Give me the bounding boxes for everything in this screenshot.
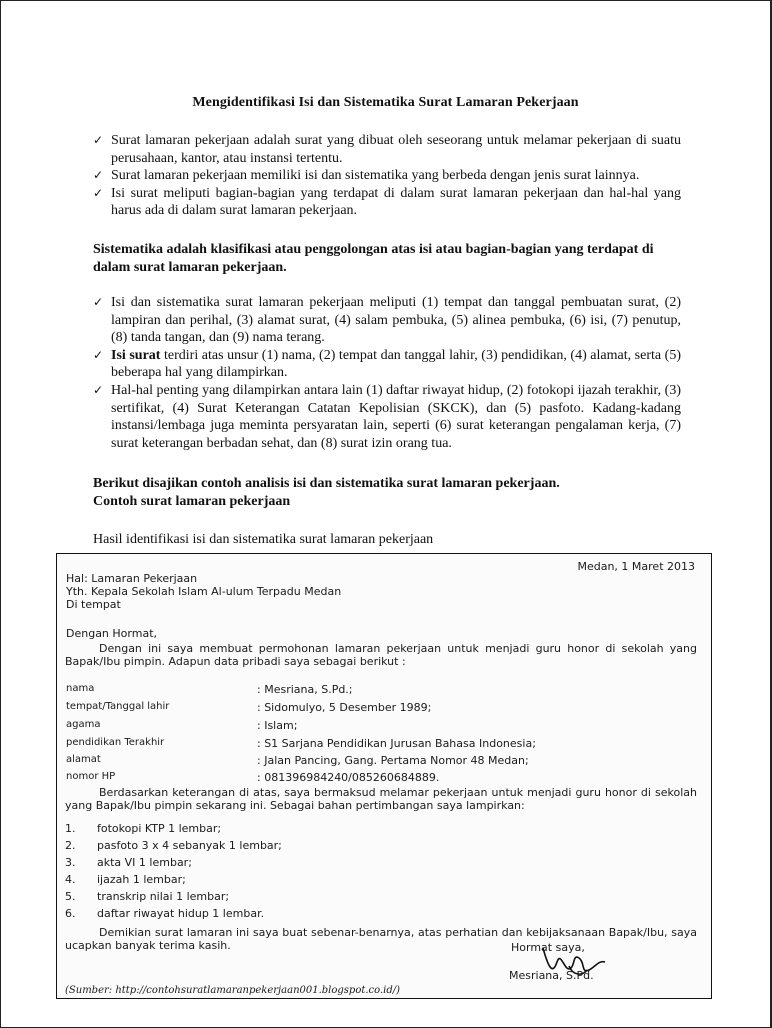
field-label: nomor HP bbox=[66, 771, 116, 782]
bold-term: Isi surat bbox=[111, 347, 161, 363]
list-item: ✓ Surat lamaran pekerjaan memiliki isi dan sistematika yang berbeda dengan jenis surat lainnya. bbox=[93, 168, 640, 184]
checkmark-icon: ✓ bbox=[93, 133, 104, 147]
source-caption: (Sumber: http://contohsuratlamaranpekerjaan001.blogspot.co.id/) bbox=[65, 985, 401, 996]
list-item: ✓ Hal-hal penting yang dilampirkan antara lain (1) daftar riwayat hidup, (2) fotokopi ijazah terakhir, (3) sertifikat, (4) Surat Keterangan Catatan Kepolisian (SKCK), dan (5) pasfoto. Kadang-kadang instansi/lembaga juga meminta persyaratan lain, seperti (6) surat keterangan pengalaman kerja, (7) surat keterangan berbadan sehat, dan (8) surat izin orang tua. bbox=[93, 382, 681, 451]
detail-checklist bbox=[93, 294, 681, 452]
letter-signer: Mesriana, S.Pd. bbox=[509, 969, 594, 982]
field-value: : Sidomulyo, 5 Desember 1989; bbox=[257, 701, 432, 714]
field-label: agama bbox=[66, 719, 101, 730]
attachment-item: pasfoto 3 x 4 sebanyak 1 lembar; bbox=[97, 839, 282, 852]
letter-body: Berdasarkan keterangan di atas, saya bermaksud melamar pekerjaan untuk menjadi guru honor di sekolah yang Bapak/Ibu pimpin sekarang ini. Sebagai bahan pertimbangan saya lampirkan: bbox=[65, 786, 697, 812]
checkmark-icon: ✓ bbox=[93, 185, 104, 200]
checkmark-icon: ✓ bbox=[93, 347, 104, 362]
attachment-number: 6. bbox=[65, 907, 76, 920]
checkmark-icon: ✓ bbox=[93, 382, 104, 397]
field-value: : Jalan Pancing, Gang. Pertama Nomor 48 Medan; bbox=[257, 754, 529, 767]
letter-greeting: Dengan Hormat, bbox=[66, 627, 157, 640]
attachment-number: 1. bbox=[65, 822, 76, 835]
field-value: : Mesriana, S.Pd.; bbox=[257, 683, 353, 696]
list-item: ✓ Isi surat terdiri atas unsur (1) nama, (2) tempat dan tanggal lahir, (3) pendidikan, (4) alamat, serta (5) beberapa hal yang dilampirkan. bbox=[93, 347, 681, 381]
list-item: ✓ Isi dan sistematika surat lamaran pekerjaan meliputi (1) tempat dan tanggal pembuatan surat, (2) lampiran dan perihal, (3) alamat surat, (4) salam pembuka, (5) alinea pembuka, (6) isi, (7) penutup, (8) tanda tangan, dan (9) nama terang. bbox=[93, 295, 681, 346]
attachment-item: daftar riwayat hidup 1 lembar. bbox=[97, 907, 265, 920]
letter-subject: Hal: Lamaran Pekerjaan bbox=[66, 572, 198, 585]
field-label: nama bbox=[66, 683, 95, 694]
letter-closing: Demikian surat lamaran ini saya buat sebenar-benarnya, atas perhatian dan kebijaksanaan Bapak/Ibu, saya ucapkan banyak terima kasih. bbox=[65, 926, 697, 952]
intro-checklist bbox=[93, 132, 681, 220]
page-title: Mengidentifikasi Isi dan Sistematika Surat Lamaran Pekerjaan bbox=[192, 95, 579, 110]
attachment-number: 5. bbox=[65, 890, 76, 903]
letter-recipient: Yth. Kepala Sekolah Islam Al-ulum Terpadu Medan bbox=[66, 585, 342, 598]
attachment-item: fotokopi KTP 1 lembar; bbox=[97, 822, 222, 835]
letter-regards: Hormat saya, bbox=[511, 941, 585, 954]
field-label: alamat bbox=[66, 754, 101, 765]
sample-letter-image bbox=[56, 553, 712, 999]
field-value: : S1 Sarjana Pendidikan Jurusan Bahasa Indonesia; bbox=[257, 737, 536, 750]
field-value: : Islam; bbox=[257, 719, 298, 732]
field-value: : 081396984240/085260684889. bbox=[257, 771, 440, 784]
field-label: pendidikan Terakhir bbox=[66, 737, 165, 748]
list-item: ✓ Surat lamaran pekerjaan adalah surat yang dibuat oleh seseorang untuk melamar pekerjaan di suatu perusahaan, kantor, atau instansi tertentu. bbox=[93, 133, 681, 166]
attachment-number: 2. bbox=[65, 839, 76, 852]
checkmark-icon: ✓ bbox=[93, 168, 104, 183]
attachment-item: akta VI 1 lembar; bbox=[97, 856, 192, 869]
list-item: ✓ Isi surat meliputi bagian-bagian yang terdapat di dalam surat lamaran pekerjaan dan hal-hal yang harus ada di dalam surat lamaran pekerjaan. bbox=[93, 185, 681, 219]
letter-opening: Dengan ini saya membuat permohonan lamaran pekerjaan untuk menjadi guru honor di sekolah yang Bapak/Ibu pimpin. Adapun data pribadi saya sebagai berikut : bbox=[65, 642, 697, 668]
contoh-heading: Contoh surat lamaran pekerjaan bbox=[93, 494, 291, 509]
attachment-number: 3. bbox=[65, 856, 76, 869]
letter-place: Di tempat bbox=[66, 598, 121, 611]
attachment-number: 4. bbox=[65, 873, 76, 886]
hasil-caption: Hasil identifikasi isi dan sistematika surat lamaran pekerjaan bbox=[93, 532, 434, 547]
berikut-paragraph: Berikut disajikan contoh analisis isi dan sistematika surat lamaran pekerjaan. bbox=[93, 476, 560, 491]
letter-date: Medan, 1 Maret 2013 bbox=[577, 560, 695, 573]
attachment-item: transkrip nilai 1 lembar; bbox=[97, 890, 230, 903]
attachment-item: ijazah 1 lembar; bbox=[97, 873, 186, 886]
sistematika-paragraph: Sistematika adalah klasifikasi atau penggolongan atas isi atau bagian-bagian yang terdapat di dalam surat lamaran pekerjaan. bbox=[93, 242, 654, 275]
checkmark-icon: ✓ bbox=[93, 295, 104, 309]
field-label: tempat/Tanggal lahir bbox=[66, 701, 170, 712]
